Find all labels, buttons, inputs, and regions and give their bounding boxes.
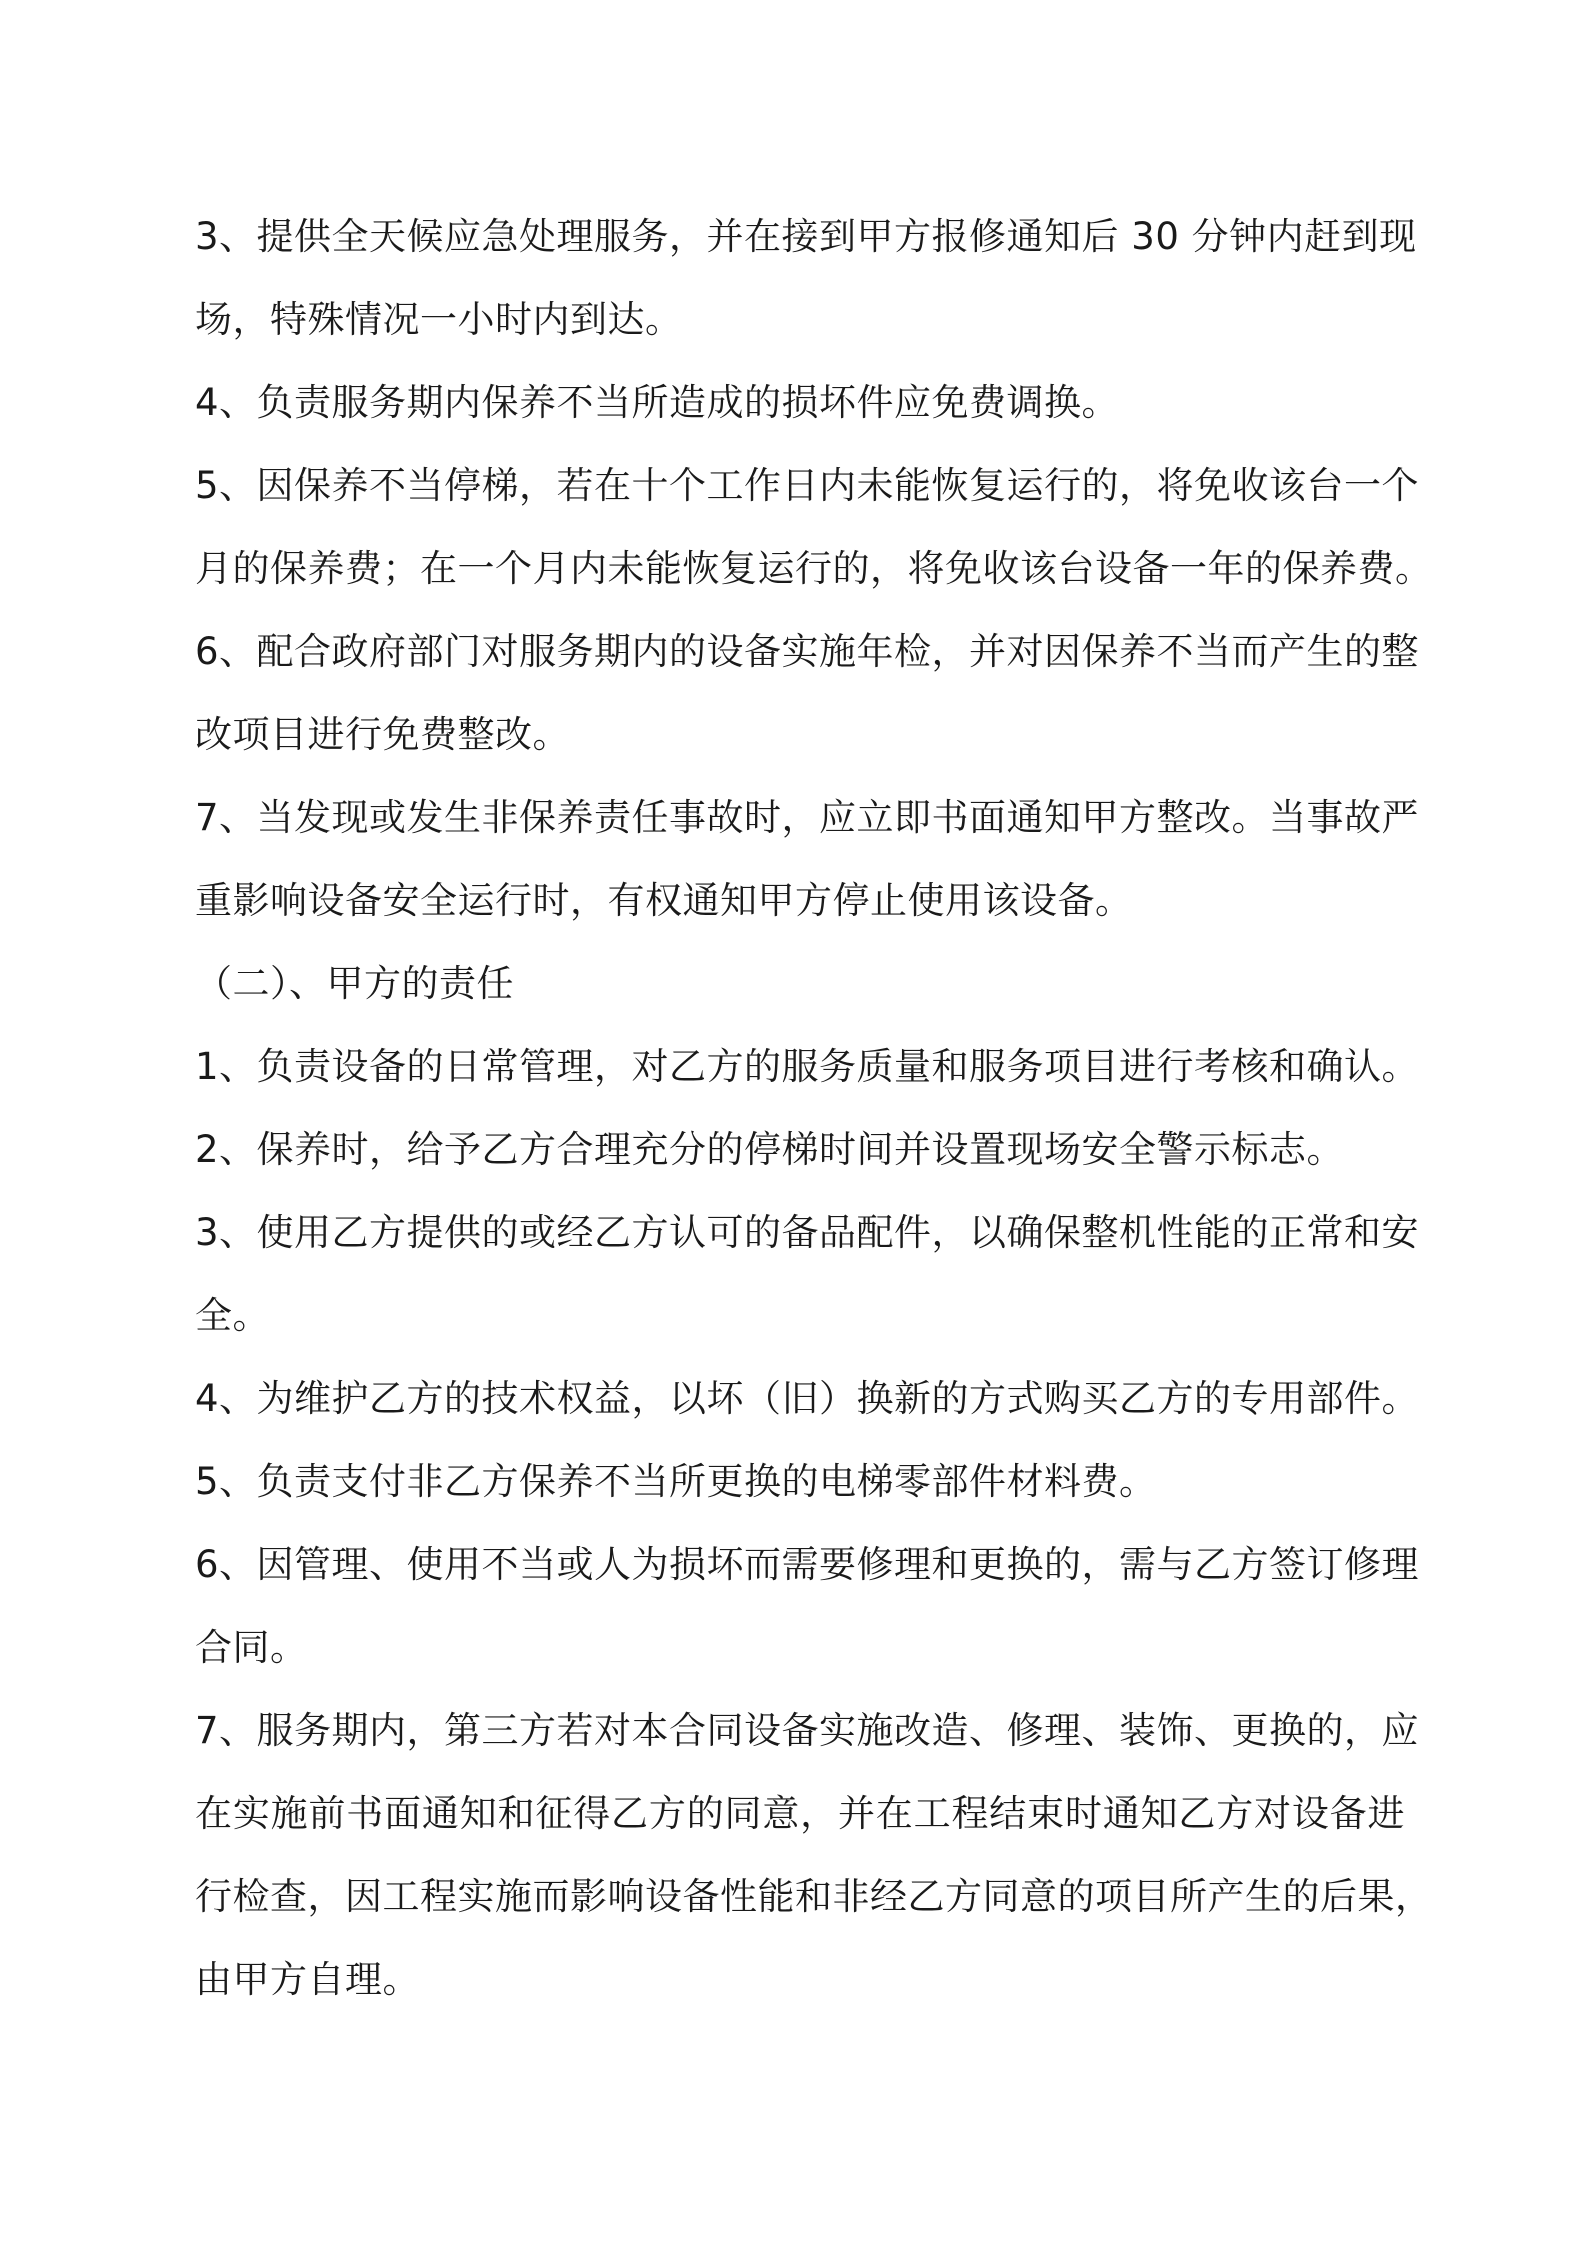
- paragraph-b5: [195, 444, 1433, 610]
- paragraph-a1: [195, 1025, 1420, 1108]
- text-line: 7、当发现或发生非保养责任事故时，应立即书面通知甲方整改。当事故严: [195, 796, 1420, 839]
- text-line: 全。: [195, 1294, 270, 1337]
- text-line: 合同。: [195, 1626, 308, 1669]
- text-line: 5、负责支付非乙方保养不当所更换的电梯零部件材料费。: [195, 1460, 1157, 1503]
- heading-text: （二）、甲方的责任: [195, 962, 514, 1005]
- text-line: 7、服务期内，第三方若对本合同设备实施改造、修理、装饰、更换的，应: [195, 1709, 1420, 1752]
- text-line: 重影响设备安全运行时，有权通知甲方停止使用该设备。: [195, 879, 1133, 922]
- paragraph-b4: [195, 361, 1405, 444]
- paragraph-b6: [195, 610, 1420, 776]
- paragraph-a5: [195, 1440, 1405, 1523]
- paragraph-a4: [195, 1357, 1420, 1440]
- text-line: 月的保养费；在一个月内未能恢复运行的，将免收该台设备一年的保养费。: [195, 547, 1433, 590]
- paragraph-a6: [195, 1523, 1420, 1689]
- paragraph-a3: [195, 1191, 1420, 1357]
- text-line: 场，特殊情况一小时内到达。: [195, 298, 683, 341]
- text-line: 在实施前书面通知和征得乙方的同意，并在工程结束时通知乙方对设备进: [195, 1792, 1405, 1835]
- text-line: 3、提供全天候应急处理服务，并在接到甲方报修通知后 30 分钟内赶到现: [195, 215, 1417, 258]
- document-body: [195, 195, 1433, 2021]
- paragraph-a2: [195, 1108, 1405, 1191]
- text-line: 1、负责设备的日常管理，对乙方的服务质量和服务项目进行考核和确认。: [195, 1045, 1420, 1088]
- text-line: 3、使用乙方提供的或经乙方认可的备品配件，以确保整机性能的正常和安: [195, 1211, 1420, 1254]
- paragraph-b7: [195, 776, 1420, 942]
- text-line: 行检查，因工程实施而影响设备性能和非经乙方同意的项目所产生的后果，: [195, 1875, 1433, 1918]
- text-line: 5、因保养不当停梯，若在十个工作日内未能恢复运行的，将免收该台一个: [195, 464, 1420, 507]
- paragraph-b3: [195, 195, 1417, 361]
- text-line: 4、负责服务期内保养不当所造成的损坏件应免费调换。: [195, 381, 1120, 424]
- text-line: 由甲方自理。: [195, 1958, 420, 2001]
- section-heading-party-a: [195, 942, 1405, 1025]
- text-line: 改项目进行免费整改。: [195, 713, 570, 756]
- text-line: 6、因管理、使用不当或人为损坏而需要修理和更换的，需与乙方签订修理: [195, 1543, 1420, 1586]
- text-line: 2、保养时，给予乙方合理充分的停梯时间并设置现场安全警示标志。: [195, 1128, 1345, 1171]
- paragraph-a7: [195, 1689, 1433, 2021]
- text-line: 4、为维护乙方的技术权益，以坏（旧）换新的方式购买乙方的专用部件。: [195, 1377, 1420, 1420]
- text-line: 6、配合政府部门对服务期内的设备实施年检，并对因保养不当而产生的整: [195, 630, 1420, 673]
